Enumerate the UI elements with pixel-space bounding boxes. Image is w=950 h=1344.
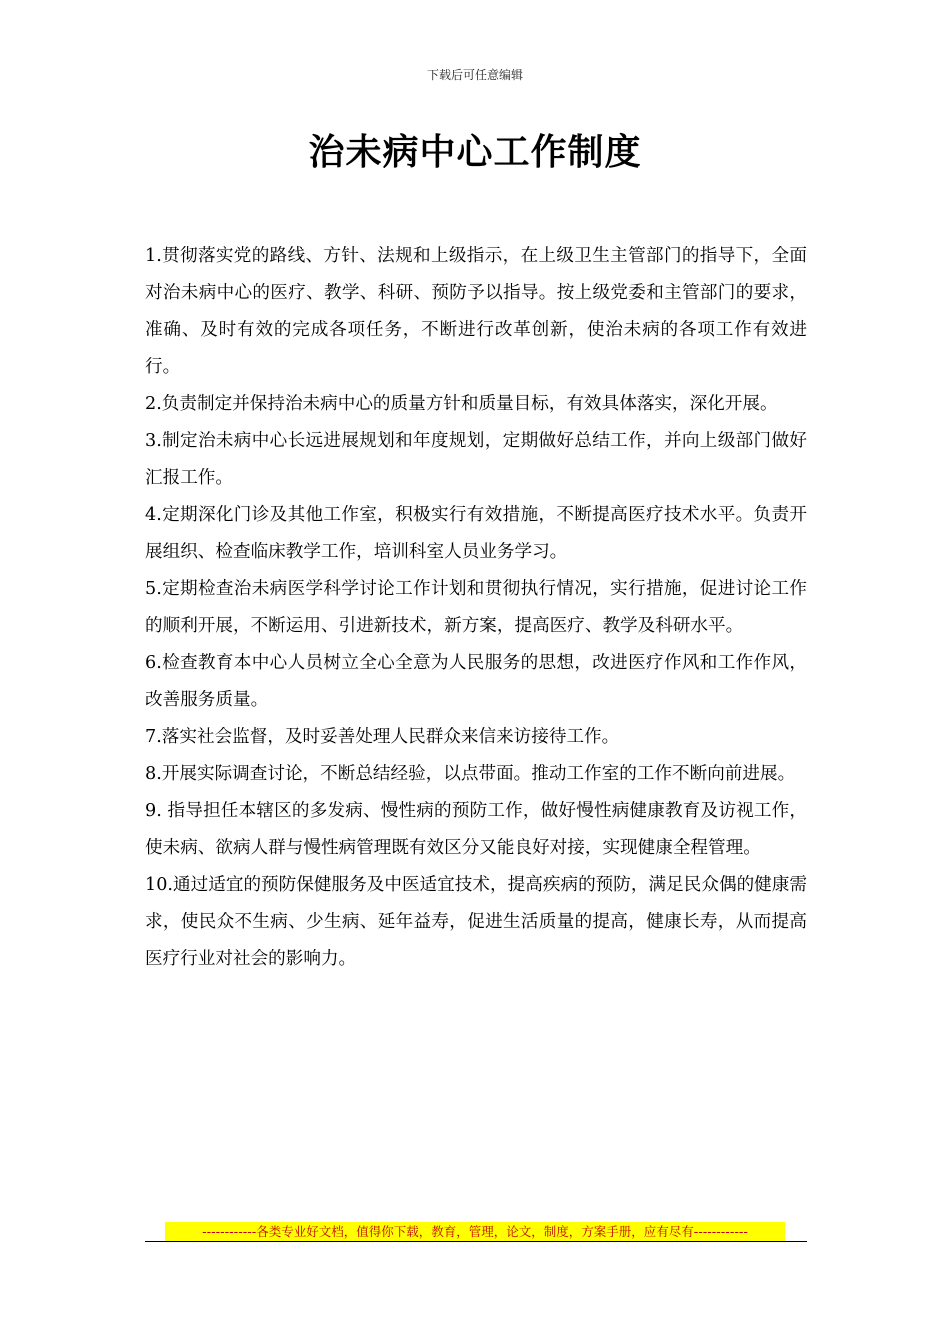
paragraph-2: 2.负责制定并保持治未病中心的质量方针和质量目标，有效具体落实，深化开展。 bbox=[145, 394, 778, 414]
paragraph-9: 9. 指导担任本辖区的多发病、慢性病的预防工作，做好慢性病健康教育及访视工作，使未病、欲病人群与慢性病管理既有效区分又能良好对接，实现健康全程管理。 bbox=[145, 801, 807, 858]
paragraph-1: 1.贯彻落实党的路线、方针、法规和上级指示，在上级卫生主管部门的指导下，全面对治未病中心的医疗、教学、科研、预防予以指导。按上级党委和主管部门的要求，准确、及时有效的完成各项任务，不断进行改革创新，使治未病的各项工作有效进行。 bbox=[145, 246, 807, 377]
paragraph-8: 8.开展实际调查讨论，不断总结经验，以点带面。推动工作室的工作不断向前进展。 bbox=[145, 764, 796, 784]
paragraph-10: 10.通过适宜的预防保健服务及中医适宜技术，提高疾病的预防，满足民众偶的健康需求，使民众不生病、少生病、延年益寿，促进生活质量的提高，健康长寿，从而提高医疗行业对社会的影响力。 bbox=[145, 875, 807, 969]
paragraph-6: 6.检查教育本中心人员树立全心全意为人民服务的思想，改进医疗作风和工作作风，改善服务质量。 bbox=[145, 653, 807, 710]
paragraph-4: 4.定期深化门诊及其他工作室，积极实行有效措施，不断提高医疗技术水平。负责开展组织、检查临床教学工作，培训科室人员业务学习。 bbox=[145, 505, 807, 562]
paragraph-7: 7.落实社会监督，及时妥善处理人民群众来信来访接待工作。 bbox=[145, 727, 620, 747]
footer-divider bbox=[145, 1241, 807, 1242]
footer-banner: ------------各类专业好文档，值得你下载，教育，管理，论文，制度，方案手册，应有尽有------------ bbox=[165, 1222, 785, 1241]
paragraph-3: 3.制定治未病中心长远进展规划和年度规划，定期做好总结工作，并向上级部门做好汇报工作。 bbox=[145, 431, 807, 488]
page-title: 治未病中心工作制度 bbox=[308, 132, 642, 173]
document-body bbox=[145, 238, 807, 978]
header-note: 下载后可任意编辑 bbox=[426, 68, 523, 82]
paragraph-5: 5.定期检查治未病医学科学讨论工作计划和贯彻执行情况，实行措施，促进讨论工作的顺利开展，不断运用、引进新技术，新方案，提高医疗、教学及科研水平。 bbox=[145, 579, 807, 636]
